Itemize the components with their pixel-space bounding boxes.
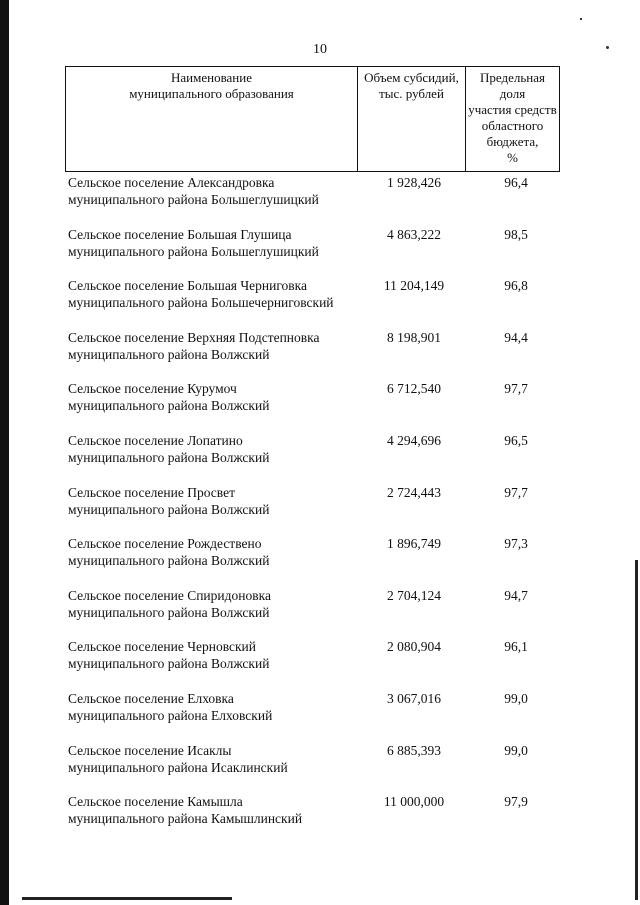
municipality-name	[68, 432, 368, 466]
district-line: муниципального района Волжский	[68, 449, 270, 465]
table-row	[68, 535, 568, 587]
municipality-name	[68, 638, 368, 672]
municipality-name	[68, 535, 368, 569]
scan-speck	[580, 18, 582, 20]
district-line: муниципального района Волжский	[68, 553, 270, 569]
municipality-name	[68, 587, 368, 621]
budget-share: 97,7	[504, 484, 528, 500]
budget-share: 96,8	[504, 278, 528, 294]
district-line: муниципального района Большеглушицкий	[68, 192, 319, 207]
budget-share: 97,7	[504, 381, 528, 397]
district-line: муниципального района Исаклинский	[68, 759, 288, 775]
page-number: 10	[313, 42, 327, 57]
municipality-name	[68, 484, 368, 518]
municipality-name	[68, 226, 368, 260]
table-row	[68, 432, 568, 484]
table-row	[68, 484, 568, 536]
budget-share: 96,5	[504, 432, 528, 448]
table-header	[65, 66, 560, 172]
header-share-line: областного	[481, 118, 544, 133]
settlement-line: Сельское поселение Елховка	[68, 690, 234, 706]
subsidy-amount: 1 928,426	[387, 175, 441, 190]
subsidy-amount: 8 198,901	[387, 329, 441, 345]
district-line: муниципального района Камышлинский	[68, 811, 303, 827]
subsidy-amount: 3 067,016	[387, 690, 441, 706]
table-row	[68, 380, 568, 432]
header-amount	[358, 67, 466, 171]
budget-share: 99,0	[504, 742, 528, 758]
table-row	[68, 587, 568, 639]
district-line: муниципального района Волжский	[68, 346, 270, 362]
subsidy-amount: 1 896,749	[387, 536, 441, 552]
district-line: муниципального района Елховский	[68, 707, 273, 723]
table-row	[68, 277, 568, 329]
municipality-name	[68, 329, 368, 363]
district-line: муниципального района Волжский	[68, 501, 270, 517]
budget-share: 94,7	[504, 587, 528, 603]
budget-share: 98,5	[504, 226, 528, 242]
subsidy-amount: 6 885,393	[387, 742, 441, 758]
header-amount-line: Объем субсидий,	[364, 70, 459, 85]
scan-speck	[606, 46, 609, 49]
header-share-line: бюджета,	[486, 134, 539, 149]
subsidy-amount: 11 000,000	[383, 794, 445, 810]
budget-share: 97,9	[504, 794, 528, 810]
header-share-line: %	[507, 150, 518, 165]
subsidy-amount: 6 712,540	[387, 381, 441, 397]
settlement-line: Сельское поселение Камышла	[68, 794, 243, 810]
table-body	[68, 174, 568, 845]
settlement-line: Сельское поселение Лопатино	[68, 432, 243, 448]
subsidy-amount: 11 204,149	[383, 278, 445, 294]
subsidy-amount: 2 724,443	[387, 484, 441, 500]
header-share-line: доля	[499, 86, 526, 101]
subsidy-amount: 4 294,696	[387, 432, 441, 448]
header-amount-line: тыс. рублей	[379, 86, 444, 101]
settlement-line: Сельское поселение Александровка	[68, 175, 275, 190]
table-row	[68, 638, 568, 690]
header-share-line: Предельная	[480, 70, 545, 85]
table-row	[68, 329, 568, 381]
scan-edge-left	[0, 0, 9, 905]
table-row	[68, 174, 568, 226]
settlement-line: Сельское поселение Исаклы	[68, 742, 232, 758]
district-line: муниципального района Волжский	[68, 604, 270, 620]
settlement-line: Сельское поселение Рождествено	[68, 536, 262, 552]
district-line: муниципального района Волжский	[68, 656, 270, 672]
table-row	[68, 742, 568, 794]
budget-share: 99,0	[504, 690, 528, 706]
budget-share: 96,1	[504, 639, 528, 655]
table-row	[68, 690, 568, 742]
header-share-line: участия средств	[468, 102, 557, 117]
municipality-name	[68, 793, 368, 827]
subsidy-amount: 4 863,222	[387, 226, 441, 242]
municipality-name	[68, 277, 368, 311]
municipality-name	[68, 380, 368, 414]
settlement-line: Сельское поселение Большая Черниговка	[68, 278, 308, 294]
settlement-line: Сельское поселение Черновский	[68, 639, 256, 655]
subsidy-amount: 2 704,124	[387, 587, 441, 603]
subsidy-amount: 2 080,904	[387, 639, 441, 655]
table-row	[68, 793, 568, 845]
settlement-line: Сельское поселение Спиридоновка	[68, 587, 271, 603]
budget-share: 96,4	[504, 175, 528, 190]
header-share	[466, 67, 559, 171]
district-line: муниципального района Большеглушицкий	[68, 243, 319, 259]
district-line: муниципального района Большечерниговский	[68, 295, 334, 311]
settlement-line: Сельское поселение Верхняя Подстепновка	[68, 329, 320, 345]
header-name	[66, 67, 358, 171]
district-line: муниципального района Волжский	[68, 398, 270, 414]
municipality-name	[68, 742, 368, 776]
scan-edge-right	[635, 560, 638, 900]
budget-share: 94,4	[504, 329, 528, 345]
municipality-name	[68, 174, 368, 208]
table-row	[68, 226, 568, 278]
settlement-line: Сельское поселение Курумоч	[68, 381, 237, 397]
settlement-line: Сельское поселение Просвет	[68, 484, 235, 500]
settlement-line: Сельское поселение Большая Глушица	[68, 226, 292, 242]
municipality-name	[68, 690, 368, 724]
scan-edge-bottom	[22, 897, 232, 900]
header-name-line: Наименование	[171, 70, 252, 85]
budget-share: 97,3	[504, 536, 528, 552]
header-name-line: муниципального образования	[129, 86, 294, 101]
